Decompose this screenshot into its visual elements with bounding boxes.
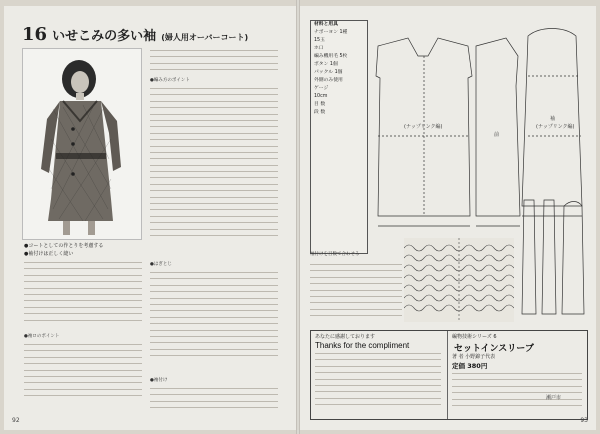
materials-row: 段 数	[314, 110, 326, 115]
materials-row: 10cm	[314, 94, 328, 99]
book-price: 定価 380円	[452, 362, 488, 370]
seaming-label: ●はぎとじ	[150, 262, 172, 267]
materials-row: 15玉	[314, 38, 325, 43]
materials-row: ホ口	[314, 46, 324, 51]
book-title: セットインスリーブ	[454, 344, 534, 354]
materials-row: ボタン 1個	[314, 62, 338, 67]
diagram-label-back-note: (ナップリンク編)	[404, 124, 443, 130]
publisher-details	[452, 373, 582, 415]
right-page-number: 93	[580, 417, 588, 424]
materials-row: 編み機用毛 5枚	[314, 54, 348, 59]
sleeve-setting-text	[150, 388, 278, 414]
sleeve-cap-illustration	[518, 196, 588, 320]
materials-row: ナポーヨン 1種	[314, 30, 348, 35]
book-info-panel	[447, 331, 588, 419]
notice-box	[310, 330, 588, 420]
seaming-text	[150, 272, 278, 372]
printer-seal: 瀬戸市	[546, 395, 562, 401]
page-heading	[22, 24, 248, 45]
heading-subtitle: (婦人用オーバーコート)	[161, 33, 249, 42]
right-page	[300, 6, 596, 430]
model-figure-image	[23, 49, 141, 239]
materials-box	[310, 20, 368, 254]
materials-row: 外側のみ使用	[314, 78, 343, 83]
materials-title: 材料と用具	[314, 22, 338, 27]
notice-body-text	[315, 353, 441, 415]
front-piece-outline	[476, 38, 520, 216]
heading-number: 16	[22, 24, 48, 45]
model-photo	[22, 48, 142, 240]
notice-title-jp: あなたに感謝しております	[315, 334, 376, 340]
knitting-points-text	[150, 88, 278, 258]
heading-title: いせこみの多い袖	[52, 29, 157, 44]
right-body-text	[310, 264, 402, 322]
cuff-section-label: ●袖ロのポイント	[24, 334, 60, 339]
materials-row: ゲージ	[314, 86, 329, 91]
knitting-points-label: ●編み方のポイント	[150, 78, 190, 83]
diagram-label-sleeve: 袖	[550, 116, 556, 122]
series-name: 編物技術シリーズ 6	[452, 334, 497, 340]
diagram-label-sleeve-note: (ナップリンク編)	[536, 124, 575, 130]
left-page-number: 92	[12, 417, 20, 424]
materials-row: パックル 1個	[314, 70, 343, 75]
photo-caption-1: ●コートとしての作とりを考慮する	[24, 243, 104, 249]
diagram-label-front: 前	[494, 132, 500, 138]
stitch-swatch-illustration	[404, 238, 514, 322]
right-column-text-top	[150, 50, 278, 74]
notice-title-en: Thanks for the compliment	[315, 341, 410, 350]
photo-caption-2: ●袖付けは正しく縫い	[24, 251, 74, 257]
book-editor: 著 者 小野錦子代表	[452, 354, 496, 360]
materials-row: 目 数	[314, 102, 326, 107]
left-body-text-b	[24, 344, 142, 408]
left-body-text-a	[24, 262, 142, 332]
swatch-label: 袖付けを目数で合わせる	[310, 252, 360, 257]
left-page	[4, 6, 296, 430]
sleeve-setting-label: ●袖付け	[150, 378, 168, 383]
